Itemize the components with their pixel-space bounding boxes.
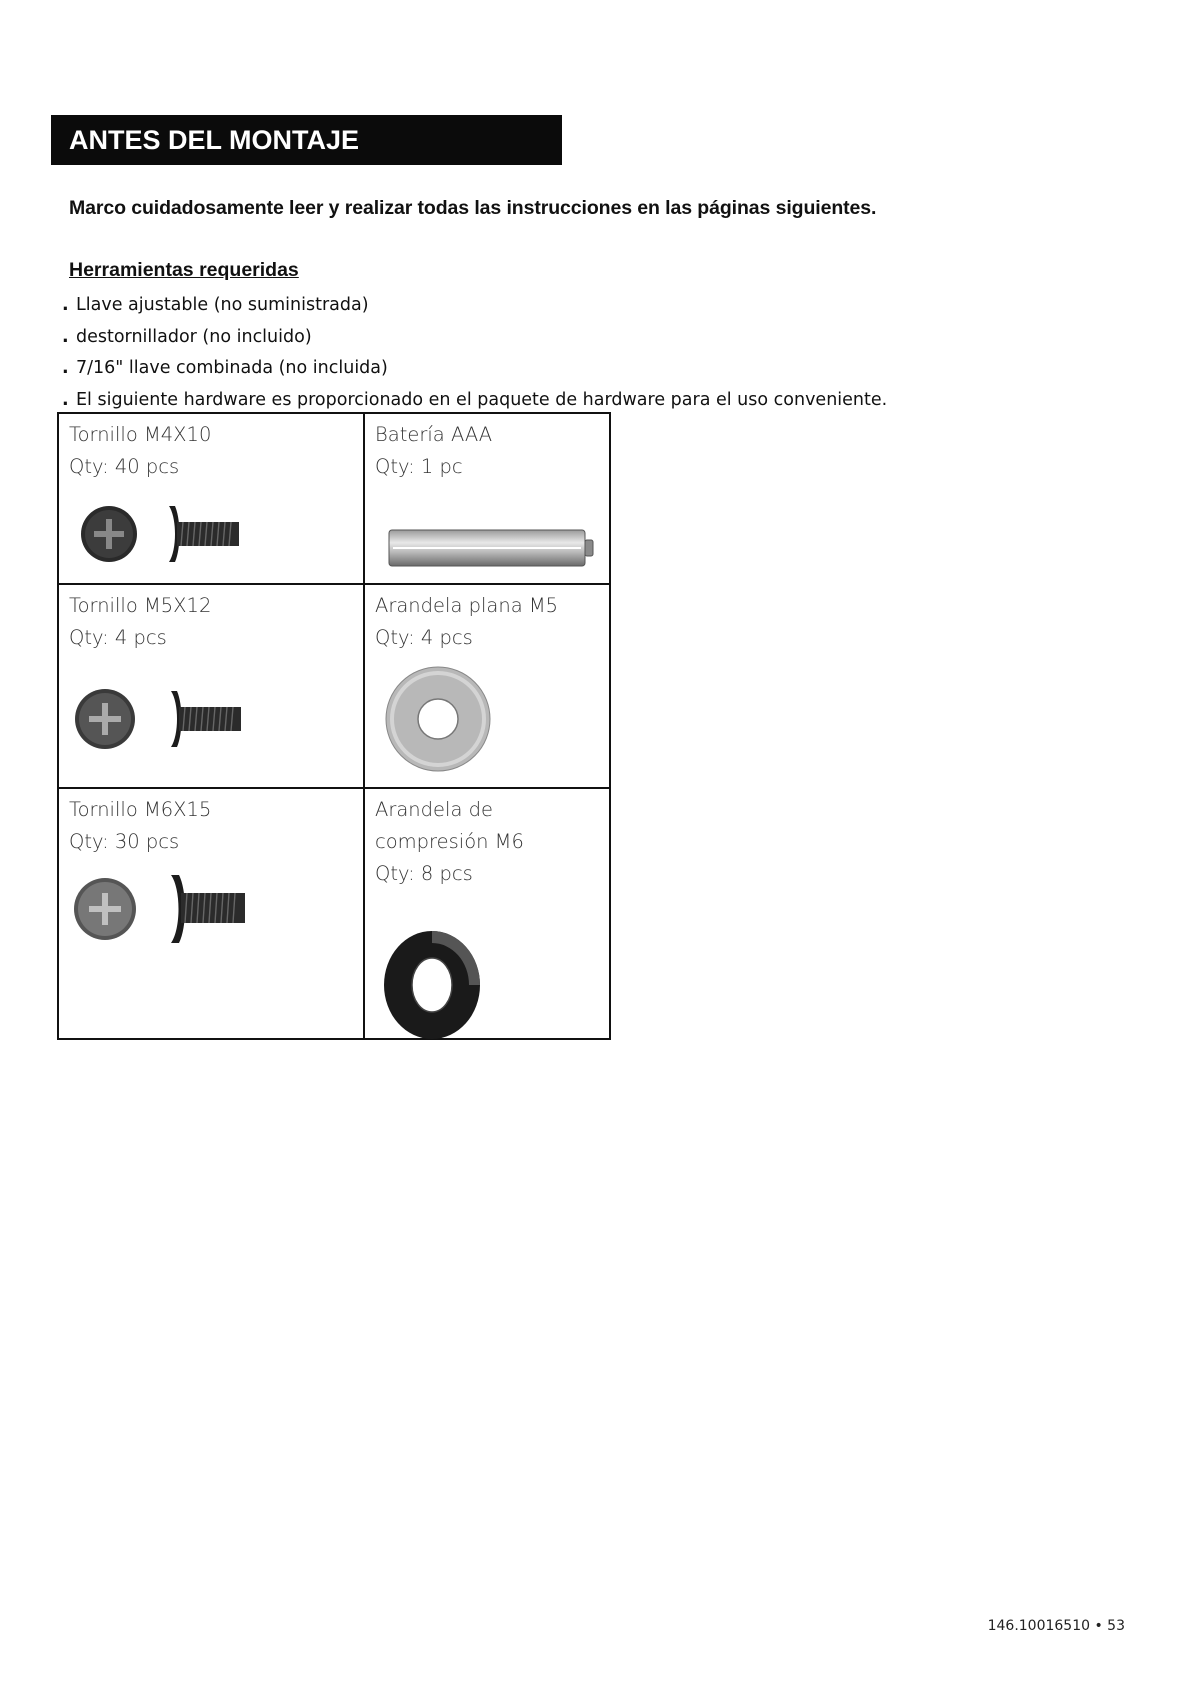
hardware-cell-m6-lock-washer: Arandela de compresión M6 Qty: 8 pcs (365, 789, 609, 1038)
hardware-cell-m5x12: Tornillo M5X12 Qty: 4 pcs (59, 585, 365, 789)
tools-heading: Herramientas requeridas (69, 259, 299, 281)
phillips-screw-icon (69, 683, 249, 755)
intro-text: Marco cuidadosamente leer y realizar todas las instrucciones en las páginas siguientes. (69, 197, 877, 219)
hardware-table (57, 412, 611, 1040)
list-item: . 7/16" llave combinada (no incluida) (62, 358, 388, 378)
section-title: ANTES DEL MONTAJE (69, 124, 360, 155)
battery-icon (387, 526, 597, 570)
lock-washer-icon (379, 927, 485, 1043)
flat-washer-icon (383, 663, 493, 775)
phillips-screw-icon (77, 502, 247, 566)
list-item: . El siguiente hardware es proporcionado en el paquete de hardware para el uso conveniente. (62, 389, 888, 410)
phillips-screw-icon (69, 871, 251, 947)
page-number: 146.10016510 • 53 (987, 1618, 1125, 1634)
hardware-cell-aaa-battery: Batería AAA Qty: 1 pc (365, 414, 609, 585)
list-item: . Llave ajustable (no suministrada) (62, 295, 369, 315)
hardware-cell-m6x15: Tornillo M6X15 Qty: 30 pcs (59, 789, 365, 1038)
hardware-cell-m5-flat-washer: Arandela plana M5 Qty: 4 pcs (365, 585, 609, 789)
section-banner (51, 115, 562, 165)
hardware-cell-m4x10: Tornillo M4X10 Qty: 40 pcs (59, 414, 365, 585)
list-item: . destornillador (no incluido) (62, 326, 312, 347)
tools-list (62, 290, 887, 416)
